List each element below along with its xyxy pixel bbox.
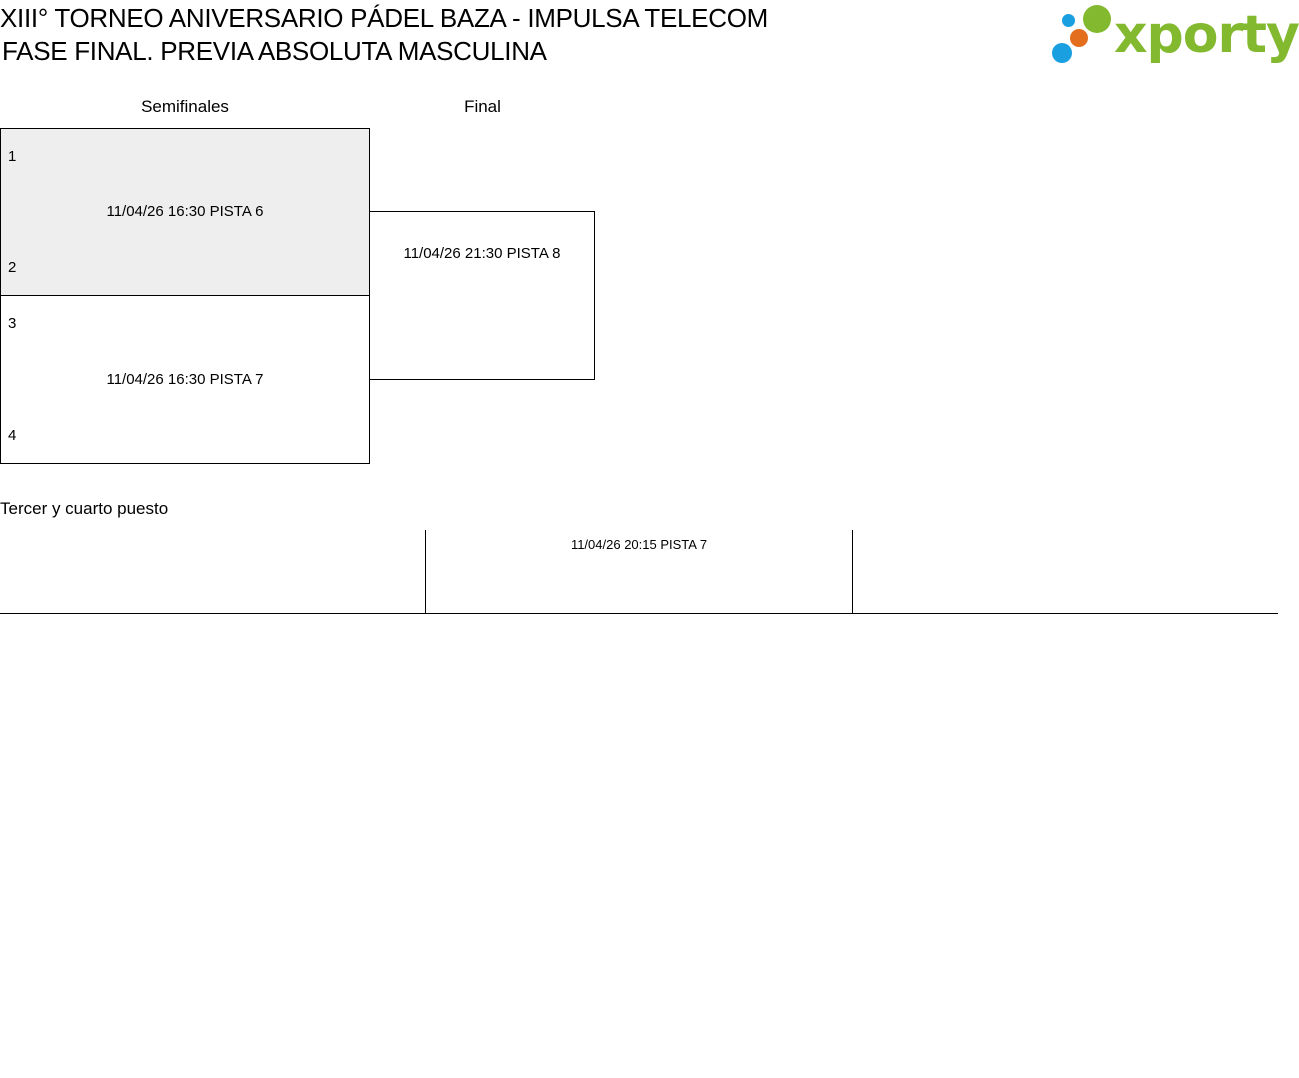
logo-dot-icon	[1070, 29, 1088, 47]
logo-dot-icon	[1083, 5, 1111, 33]
logo-dot-icon	[1062, 14, 1075, 27]
seed-number: 3	[8, 315, 17, 332]
round-heading-semifinals: Semifinales	[141, 97, 229, 116]
third-place-heading: Tercer y cuarto puesto	[0, 499, 169, 518]
round-heading-final: Final	[464, 97, 501, 116]
match-schedule: 11/04/26 16:30 PISTA 6	[106, 203, 264, 220]
page-title: XIII° TORNEO ANIVERSARIO PÁDEL BAZA - IMPULSA TELECOM	[0, 3, 768, 33]
third-place-team-slot[interactable]	[852, 530, 1278, 614]
seed-number: 2	[8, 259, 17, 276]
seed-number: 4	[8, 427, 17, 444]
logo-dot-icon	[1052, 43, 1072, 63]
logo-wordmark: xporty	[1114, 5, 1299, 65]
xporty-logo	[1050, 2, 1299, 68]
seed-number: 1	[8, 148, 17, 165]
match-schedule: 11/04/26 16:30 PISTA 7	[106, 371, 264, 388]
match-schedule: 11/04/26 21:30 PISTA 8	[403, 245, 561, 262]
final-match[interactable]	[369, 211, 595, 380]
match-schedule: 11/04/26 20:15 PISTA 7	[570, 537, 708, 552]
page-subtitle: FASE FINAL. PREVIA ABSOLUTA MASCULINA	[2, 36, 547, 66]
semifinal-match-2[interactable]	[0, 295, 370, 464]
third-place-team-slot[interactable]	[0, 530, 426, 614]
semifinal-match-1[interactable]	[0, 128, 370, 296]
third-place-match[interactable]	[426, 530, 852, 614]
